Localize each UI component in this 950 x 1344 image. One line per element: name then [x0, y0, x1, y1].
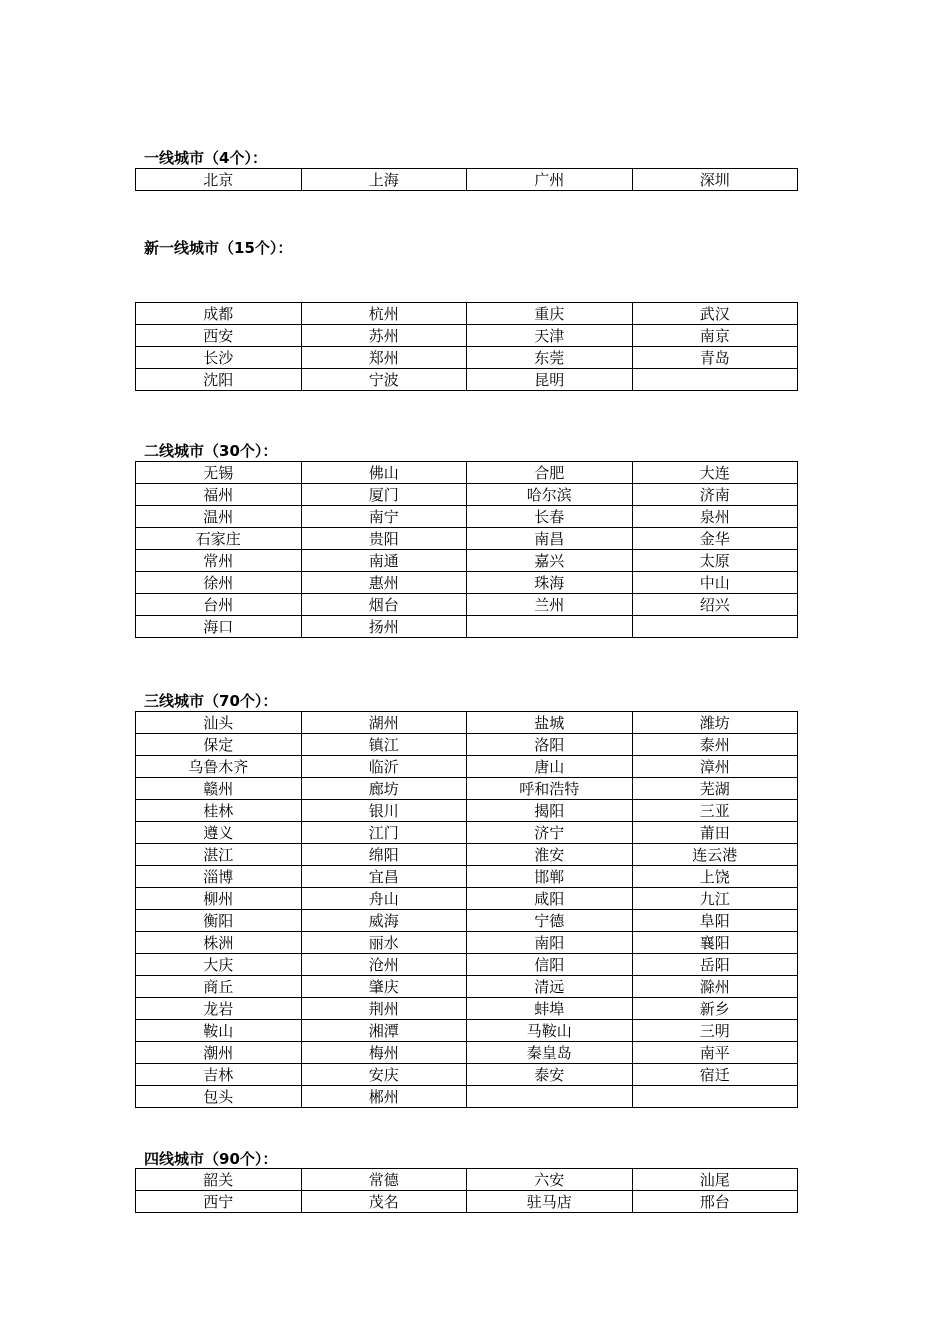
- city-cell: 九江: [632, 888, 798, 910]
- city-cell: 南平: [632, 1042, 798, 1064]
- city-cell: 武汉: [632, 303, 798, 325]
- city-cell: 阜阳: [632, 910, 798, 932]
- city-cell: 南宁: [301, 506, 467, 528]
- section-heading-new-tier1: 新一线城市（15个）：: [144, 239, 293, 257]
- city-cell: 丽水: [301, 932, 467, 954]
- table-row: [136, 712, 798, 734]
- table-row: [136, 594, 798, 616]
- table-row: [136, 822, 798, 844]
- city-cell: 信阳: [467, 954, 633, 976]
- city-cell: 上饶: [632, 866, 798, 888]
- city-cell: 衡阳: [136, 910, 302, 932]
- city-cell: [467, 1086, 633, 1108]
- city-cell: 兰州: [467, 594, 633, 616]
- city-cell: 湘潭: [301, 1020, 467, 1042]
- city-cell: 三亚: [632, 800, 798, 822]
- city-cell: 南通: [301, 550, 467, 572]
- city-cell: 珠海: [467, 572, 633, 594]
- city-cell: 镇江: [301, 734, 467, 756]
- city-cell: 青岛: [632, 347, 798, 369]
- city-cell: 银川: [301, 800, 467, 822]
- city-cell: 汕尾: [632, 1169, 798, 1191]
- city-cell: [632, 1086, 798, 1108]
- city-cell: 襄阳: [632, 932, 798, 954]
- city-cell: 杭州: [301, 303, 467, 325]
- table-row: [136, 528, 798, 550]
- table-row: [136, 1169, 798, 1191]
- table-row: [136, 347, 798, 369]
- city-cell: 潮州: [136, 1042, 302, 1064]
- city-cell: 荆州: [301, 998, 467, 1020]
- city-cell: 赣州: [136, 778, 302, 800]
- city-cell: 保定: [136, 734, 302, 756]
- city-cell: 西安: [136, 325, 302, 347]
- city-cell: 中山: [632, 572, 798, 594]
- city-cell: 上海: [301, 169, 467, 191]
- city-cell: 莆田: [632, 822, 798, 844]
- city-table-tier2: [135, 461, 798, 638]
- city-cell: 揭阳: [467, 800, 633, 822]
- city-cell: [632, 369, 798, 391]
- table-row: [136, 756, 798, 778]
- city-cell: 宿迁: [632, 1064, 798, 1086]
- city-cell: 扬州: [301, 616, 467, 638]
- city-cell: 广州: [467, 169, 633, 191]
- city-cell: 驻马店: [467, 1191, 633, 1213]
- table-row: [136, 484, 798, 506]
- city-table-tier3: [135, 711, 798, 1108]
- city-cell: 马鞍山: [467, 1020, 633, 1042]
- city-cell: 湛江: [136, 844, 302, 866]
- section-heading-tier1: 一线城市（4个）：: [144, 149, 267, 167]
- table-row: [136, 734, 798, 756]
- city-cell: 台州: [136, 594, 302, 616]
- city-cell: 盐城: [467, 712, 633, 734]
- table-row: [136, 169, 798, 191]
- table-row: [136, 844, 798, 866]
- city-cell: 常州: [136, 550, 302, 572]
- city-cell: 佛山: [301, 462, 467, 484]
- city-cell: 西宁: [136, 1191, 302, 1213]
- city-cell: 常德: [301, 1169, 467, 1191]
- city-cell: [632, 616, 798, 638]
- city-cell: 舟山: [301, 888, 467, 910]
- city-cell: 潍坊: [632, 712, 798, 734]
- city-cell: 乌鲁木齐: [136, 756, 302, 778]
- city-cell: 岳阳: [632, 954, 798, 976]
- section-heading-tier4: 四线城市（90个）：: [144, 1150, 278, 1168]
- city-cell: 江门: [301, 822, 467, 844]
- city-cell: 三明: [632, 1020, 798, 1042]
- city-cell: 郴州: [301, 1086, 467, 1108]
- section-heading-tier3: 三线城市（70个）：: [144, 692, 278, 710]
- city-cell: 漳州: [632, 756, 798, 778]
- table-row: [136, 1191, 798, 1213]
- table-row: [136, 1086, 798, 1108]
- city-cell: 徐州: [136, 572, 302, 594]
- city-cell: 烟台: [301, 594, 467, 616]
- city-cell: 济宁: [467, 822, 633, 844]
- city-cell: 淄博: [136, 866, 302, 888]
- city-table-tier4: [135, 1168, 798, 1213]
- table-row: [136, 1042, 798, 1064]
- city-cell: 深圳: [632, 169, 798, 191]
- city-cell: 邯郸: [467, 866, 633, 888]
- city-cell: 泰安: [467, 1064, 633, 1086]
- city-cell: 龙岩: [136, 998, 302, 1020]
- city-cell: 郑州: [301, 347, 467, 369]
- city-cell: 天津: [467, 325, 633, 347]
- table-row: [136, 998, 798, 1020]
- city-cell: 咸阳: [467, 888, 633, 910]
- city-cell: 长春: [467, 506, 633, 528]
- city-cell: 新乡: [632, 998, 798, 1020]
- city-cell: 温州: [136, 506, 302, 528]
- city-cell: 南京: [632, 325, 798, 347]
- table-row: [136, 954, 798, 976]
- table-row: [136, 976, 798, 998]
- section-heading-tier2: 二线城市（30个）：: [144, 442, 278, 460]
- city-cell: 威海: [301, 910, 467, 932]
- city-cell: 包头: [136, 1086, 302, 1108]
- city-cell: 六安: [467, 1169, 633, 1191]
- city-cell: 宁波: [301, 369, 467, 391]
- city-table-tier1: [135, 168, 798, 191]
- city-cell: 淮安: [467, 844, 633, 866]
- city-cell: 嘉兴: [467, 550, 633, 572]
- table-row: [136, 778, 798, 800]
- city-cell: 南阳: [467, 932, 633, 954]
- city-cell: 秦皇岛: [467, 1042, 633, 1064]
- city-cell: 济南: [632, 484, 798, 506]
- city-cell: 洛阳: [467, 734, 633, 756]
- city-cell: 韶关: [136, 1169, 302, 1191]
- table-row: [136, 1064, 798, 1086]
- city-cell: 东莞: [467, 347, 633, 369]
- city-cell: 宜昌: [301, 866, 467, 888]
- city-cell: 重庆: [467, 303, 633, 325]
- city-cell: 绵阳: [301, 844, 467, 866]
- table-row: [136, 800, 798, 822]
- city-cell: 宁德: [467, 910, 633, 932]
- city-cell: 泰州: [632, 734, 798, 756]
- city-cell: 廊坊: [301, 778, 467, 800]
- city-cell: 长沙: [136, 347, 302, 369]
- city-cell: 南昌: [467, 528, 633, 550]
- city-cell: 哈尔滨: [467, 484, 633, 506]
- city-cell: 呼和浩特: [467, 778, 633, 800]
- city-cell: 金华: [632, 528, 798, 550]
- city-cell: 无锡: [136, 462, 302, 484]
- city-cell: 鞍山: [136, 1020, 302, 1042]
- city-cell: 海口: [136, 616, 302, 638]
- city-cell: 福州: [136, 484, 302, 506]
- city-cell: 芜湖: [632, 778, 798, 800]
- table-row: [136, 506, 798, 528]
- city-cell: 厦门: [301, 484, 467, 506]
- city-cell: 昆明: [467, 369, 633, 391]
- city-cell: [467, 616, 633, 638]
- city-cell: 惠州: [301, 572, 467, 594]
- city-cell: 贵阳: [301, 528, 467, 550]
- table-row: [136, 572, 798, 594]
- city-cell: 绍兴: [632, 594, 798, 616]
- city-cell: 临沂: [301, 756, 467, 778]
- city-cell: 桂林: [136, 800, 302, 822]
- city-cell: 苏州: [301, 325, 467, 347]
- table-row: [136, 462, 798, 484]
- city-cell: 株洲: [136, 932, 302, 954]
- city-table-new-tier1: [135, 302, 798, 391]
- table-row: [136, 616, 798, 638]
- city-cell: 柳州: [136, 888, 302, 910]
- city-cell: 肇庆: [301, 976, 467, 998]
- city-cell: 北京: [136, 169, 302, 191]
- city-cell: 石家庄: [136, 528, 302, 550]
- city-cell: 大庆: [136, 954, 302, 976]
- city-cell: 泉州: [632, 506, 798, 528]
- table-row: [136, 369, 798, 391]
- city-cell: 成都: [136, 303, 302, 325]
- table-row: [136, 932, 798, 954]
- city-cell: 蚌埠: [467, 998, 633, 1020]
- city-cell: 邢台: [632, 1191, 798, 1213]
- city-cell: 滁州: [632, 976, 798, 998]
- city-cell: 太原: [632, 550, 798, 572]
- city-cell: 合肥: [467, 462, 633, 484]
- table-row: [136, 910, 798, 932]
- city-cell: 湖州: [301, 712, 467, 734]
- table-row: [136, 325, 798, 347]
- city-cell: 吉林: [136, 1064, 302, 1086]
- city-cell: 安庆: [301, 1064, 467, 1086]
- city-cell: 商丘: [136, 976, 302, 998]
- city-cell: 遵义: [136, 822, 302, 844]
- city-cell: 沈阳: [136, 369, 302, 391]
- table-row: [136, 1020, 798, 1042]
- city-cell: 大连: [632, 462, 798, 484]
- city-cell: 清远: [467, 976, 633, 998]
- city-cell: 唐山: [467, 756, 633, 778]
- table-row: [136, 303, 798, 325]
- city-cell: 汕头: [136, 712, 302, 734]
- city-cell: 沧州: [301, 954, 467, 976]
- city-cell: 梅州: [301, 1042, 467, 1064]
- table-row: [136, 550, 798, 572]
- table-row: [136, 888, 798, 910]
- table-row: [136, 866, 798, 888]
- city-cell: 连云港: [632, 844, 798, 866]
- city-cell: 茂名: [301, 1191, 467, 1213]
